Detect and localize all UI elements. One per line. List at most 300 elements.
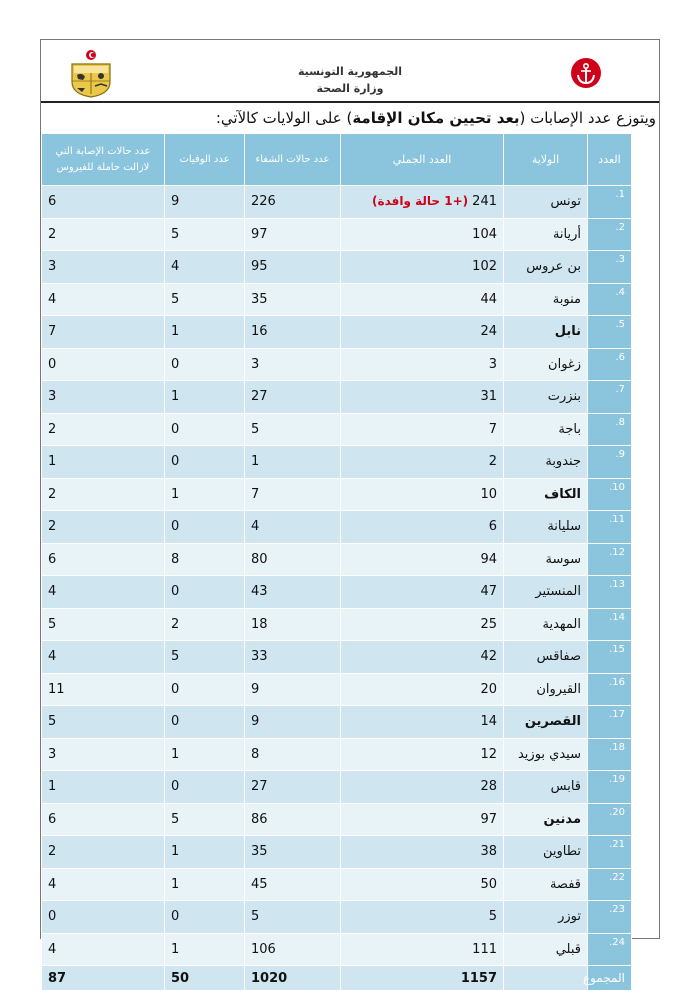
row-recovered	[245, 608, 341, 641]
table-row	[42, 771, 632, 804]
row-total-value: 42	[480, 649, 497, 665]
total-recovered: 1020	[245, 966, 341, 991]
row-active-value: 3	[48, 746, 57, 762]
row-active-value: 6	[48, 194, 57, 210]
row-recovered	[245, 771, 341, 804]
row-index-value: 23.	[609, 904, 625, 915]
row-index-value: 7.	[615, 384, 625, 395]
row-deaths-value: 5	[171, 291, 180, 307]
row-deaths	[165, 836, 245, 869]
col-header-deaths: عدد الوفيات	[165, 134, 245, 186]
row-governorate	[504, 381, 588, 414]
row-active	[42, 543, 165, 576]
row-recovered-value: 27	[251, 779, 268, 795]
row-total-value: 111	[472, 941, 497, 957]
row-active	[42, 446, 165, 479]
row-active-value: 2	[48, 226, 57, 242]
table-row	[42, 933, 632, 966]
row-recovered-value: 35	[251, 844, 268, 860]
row-active	[42, 413, 165, 446]
row-total-value: 47	[480, 584, 497, 600]
row-active	[42, 576, 165, 609]
row-total	[341, 218, 504, 251]
row-total	[341, 803, 504, 836]
row-governorate-value: القيروان	[536, 681, 581, 697]
row-deaths-value: 1	[171, 324, 180, 340]
table-row	[42, 511, 632, 544]
row-total	[341, 901, 504, 934]
row-governorate-value: بن عروس	[526, 259, 581, 275]
ministry-of-health-logo-icon	[570, 57, 602, 89]
row-active-value: 4	[48, 584, 57, 600]
row-total	[341, 478, 504, 511]
col-header-total: العدد الجملي	[341, 134, 504, 186]
row-index-value: 19.	[609, 774, 625, 785]
row-deaths	[165, 576, 245, 609]
row-deaths-value: 1	[171, 844, 180, 860]
row-recovered-value: 35	[251, 291, 268, 307]
row-active	[42, 771, 165, 804]
row-deaths	[165, 381, 245, 414]
row-index-value: 8.	[615, 416, 625, 428]
row-governorate-value: قبلي	[555, 941, 581, 957]
row-total	[341, 446, 504, 479]
row-governorate	[504, 771, 588, 804]
row-recovered	[245, 738, 341, 771]
row-total	[341, 706, 504, 739]
row-index-value: 9.	[615, 449, 625, 460]
table-row	[42, 706, 632, 739]
row-deaths-value: 0	[171, 779, 180, 795]
row-recovered	[245, 673, 341, 706]
row-recovered	[245, 511, 341, 544]
row-deaths-value: 1	[171, 746, 180, 762]
row-deaths	[165, 706, 245, 739]
row-governorate-value: المنستير	[535, 584, 581, 600]
row-deaths	[165, 478, 245, 511]
row-governorate	[504, 576, 588, 609]
row-governorate	[504, 478, 588, 511]
row-index	[588, 186, 632, 219]
row-deaths	[165, 901, 245, 934]
row-governorate-value: قفصة	[549, 876, 581, 892]
row-recovered-value: 27	[251, 389, 268, 405]
row-active-value: 2	[48, 519, 57, 535]
row-active-value: 3	[48, 389, 57, 405]
row-total-value: 3	[488, 356, 497, 372]
row-index-value: 14.	[609, 611, 625, 623]
row-governorate-value: القصرين	[524, 714, 581, 730]
table-header-row	[42, 134, 632, 186]
row-deaths-value: 0	[171, 454, 180, 470]
row-active-value: 0	[48, 909, 57, 925]
row-governorate-value: الكاف	[544, 486, 581, 502]
row-total	[341, 738, 504, 771]
row-index-value: 2.	[615, 221, 625, 233]
row-index	[588, 933, 632, 966]
row-deaths	[165, 803, 245, 836]
row-deaths	[165, 283, 245, 316]
row-recovered-value: 9	[251, 714, 260, 730]
intro-after: ) على الولايات كالآتي:	[215, 109, 353, 127]
row-index	[588, 543, 632, 576]
row-deaths-value: 1	[171, 941, 180, 957]
row-deaths-value: 0	[171, 909, 180, 925]
tunisia-coat-of-arms-icon	[68, 48, 114, 98]
row-recovered	[245, 478, 341, 511]
row-total-value: 28	[480, 779, 497, 795]
row-governorate	[504, 868, 588, 901]
row-active	[42, 641, 165, 674]
row-total-value: 5	[488, 909, 497, 925]
row-active	[42, 706, 165, 739]
row-governorate	[504, 316, 588, 349]
row-deaths	[165, 738, 245, 771]
row-governorate	[504, 283, 588, 316]
row-active-value: 4	[48, 876, 57, 892]
row-recovered-value: 5	[251, 421, 260, 437]
row-active-value: 0	[48, 356, 57, 372]
row-governorate-value: سيدي بوزيد	[517, 746, 581, 762]
row-governorate-value: سليانة	[547, 519, 581, 535]
row-recovered-value: 97	[251, 226, 268, 242]
row-recovered	[245, 251, 341, 284]
row-index	[588, 381, 632, 414]
row-recovered-value: 106	[251, 941, 276, 957]
row-recovered-value: 7	[251, 486, 260, 502]
row-active-value: 6	[48, 811, 57, 827]
row-index	[588, 283, 632, 316]
row-total-value: 44	[480, 291, 497, 307]
table-row	[42, 901, 632, 934]
table-row	[42, 673, 632, 706]
row-governorate-value: جندوبة	[545, 454, 581, 470]
row-recovered-value: 43	[251, 584, 268, 600]
row-governorate-value: المهدية	[542, 616, 581, 632]
row-total-value: 12	[480, 746, 497, 762]
row-total	[341, 186, 504, 219]
col-header-active-line2: لازالت حاملة للفيروس	[56, 161, 150, 173]
row-governorate	[504, 413, 588, 446]
row-total-value: 104	[472, 226, 497, 242]
row-deaths	[165, 673, 245, 706]
table-row	[42, 381, 632, 414]
intro-emphasis: بعد تحيين مكان الإقامة	[352, 109, 520, 127]
row-governorate	[504, 218, 588, 251]
row-active	[42, 803, 165, 836]
row-deaths	[165, 251, 245, 284]
row-deaths-value: 0	[171, 519, 180, 535]
row-index-value: 24.	[609, 936, 625, 948]
total-deaths: 50	[165, 966, 245, 991]
row-governorate-value: تونس	[550, 194, 581, 210]
row-index	[588, 901, 632, 934]
row-governorate-value: منوبة	[552, 291, 581, 307]
row-deaths	[165, 771, 245, 804]
row-active-value: 4	[48, 649, 57, 665]
row-total	[341, 836, 504, 869]
row-total	[341, 608, 504, 641]
row-recovered	[245, 641, 341, 674]
row-governorate	[504, 251, 588, 284]
row-active-value: 2	[48, 486, 57, 502]
row-index-value: 18.	[609, 741, 625, 753]
row-index-value: 15.	[609, 644, 625, 655]
intro-before: ويتوزع عدد الإصابات (	[519, 109, 656, 127]
row-index	[588, 803, 632, 836]
row-deaths-value: 0	[171, 356, 180, 372]
table-body	[42, 186, 632, 966]
row-recovered-value: 86	[251, 811, 268, 827]
header-divider	[41, 101, 659, 103]
row-deaths-value: 0	[171, 421, 180, 437]
row-recovered	[245, 868, 341, 901]
row-deaths-value: 4	[171, 259, 180, 275]
row-governorate-value: تطاوين	[542, 844, 581, 860]
row-recovered-value: 18	[251, 616, 268, 632]
row-recovered-value: 33	[251, 649, 268, 665]
row-deaths	[165, 218, 245, 251]
row-active-value: 11	[48, 681, 65, 697]
col-header-recovered: عدد حالات الشفاء	[245, 134, 341, 186]
row-index	[588, 738, 632, 771]
row-governorate-value: صفاقس	[536, 649, 581, 665]
table-row	[42, 316, 632, 349]
row-total-note: (+1 حالة وافدة)	[372, 194, 469, 209]
row-governorate	[504, 738, 588, 771]
row-governorate	[504, 186, 588, 219]
table-row	[42, 413, 632, 446]
row-governorate	[504, 706, 588, 739]
row-total	[341, 381, 504, 414]
row-recovered	[245, 901, 341, 934]
row-total	[341, 543, 504, 576]
total-active: 87	[42, 966, 165, 991]
row-index	[588, 348, 632, 381]
row-index-value: 1.	[615, 189, 625, 200]
table-row	[42, 608, 632, 641]
row-active-value: 1	[48, 454, 57, 470]
row-recovered-value: 1	[251, 454, 260, 470]
row-total	[341, 283, 504, 316]
row-index	[588, 836, 632, 869]
row-recovered-value: 5	[251, 909, 260, 925]
row-total-value: 38	[480, 844, 497, 860]
row-deaths	[165, 543, 245, 576]
row-active	[42, 251, 165, 284]
table-row	[42, 446, 632, 479]
row-recovered-value: 3	[251, 356, 260, 372]
row-active	[42, 348, 165, 381]
row-total-value: 97	[480, 811, 497, 827]
row-governorate-value: بنزرت	[547, 389, 581, 405]
row-recovered-value: 9	[251, 681, 260, 697]
row-active	[42, 933, 165, 966]
row-governorate-value: زغوان	[548, 356, 581, 372]
row-governorate-value: مدنين	[543, 811, 581, 827]
row-index-value: 21.	[609, 839, 625, 850]
row-recovered	[245, 576, 341, 609]
row-deaths-value: 5	[171, 811, 180, 827]
row-total	[341, 316, 504, 349]
row-recovered	[245, 543, 341, 576]
row-governorate-value: سوسة	[545, 551, 581, 567]
row-total-value: 2	[488, 454, 497, 470]
row-total-value: 6	[488, 519, 497, 535]
row-governorate	[504, 348, 588, 381]
row-active	[42, 836, 165, 869]
row-active-value: 6	[48, 551, 57, 567]
row-deaths-value: 0	[171, 584, 180, 600]
row-total-value: 10	[480, 486, 497, 502]
row-deaths	[165, 413, 245, 446]
row-recovered	[245, 283, 341, 316]
row-deaths-value: 1	[171, 486, 180, 502]
row-deaths-value: 0	[171, 714, 180, 730]
ministry-name: وزارة الصحة	[316, 82, 384, 95]
row-index-value: 12.	[609, 546, 625, 558]
row-deaths	[165, 316, 245, 349]
row-active	[42, 316, 165, 349]
row-active	[42, 868, 165, 901]
row-index-value: 17.	[609, 709, 625, 720]
row-total-value: 24	[480, 324, 497, 340]
row-governorate-value: قابس	[550, 779, 581, 795]
row-index	[588, 641, 632, 674]
row-recovered-value: 4	[251, 519, 260, 535]
row-governorate-value: باجة	[558, 421, 581, 437]
table-row	[42, 186, 632, 219]
row-deaths-value: 8	[171, 551, 180, 567]
row-recovered	[245, 803, 341, 836]
row-active-value: 5	[48, 616, 57, 632]
row-index-value: 10.	[609, 481, 625, 493]
row-total	[341, 933, 504, 966]
row-total-value: 94	[480, 551, 497, 567]
table-total-row	[42, 966, 632, 991]
row-index	[588, 608, 632, 641]
row-recovered	[245, 413, 341, 446]
row-index	[588, 478, 632, 511]
row-active	[42, 218, 165, 251]
row-deaths-value: 0	[171, 681, 180, 697]
row-active-value: 2	[48, 844, 57, 860]
republic-name: الجمهورية التونسية	[297, 65, 403, 78]
row-deaths-value: 5	[171, 649, 180, 665]
row-total-value: 50	[480, 876, 497, 892]
col-header-index: العدد	[588, 134, 632, 186]
total-label: المجموع	[588, 966, 632, 991]
row-total-value: 241	[472, 194, 497, 210]
row-active	[42, 511, 165, 544]
row-governorate-value: توزر	[558, 909, 581, 925]
table-row	[42, 251, 632, 284]
row-recovered	[245, 446, 341, 479]
row-active-value: 7	[48, 324, 57, 340]
row-governorate	[504, 511, 588, 544]
row-deaths	[165, 933, 245, 966]
ministry-title	[240, 63, 460, 97]
row-active	[42, 478, 165, 511]
row-index-value: 20.	[609, 806, 625, 818]
row-active-value: 5	[48, 714, 57, 730]
table-row	[42, 478, 632, 511]
row-index	[588, 706, 632, 739]
row-active	[42, 186, 165, 219]
row-index	[588, 511, 632, 544]
row-index-value: 5.	[615, 319, 625, 330]
row-governorate	[504, 901, 588, 934]
table-row	[42, 868, 632, 901]
row-active-value: 2	[48, 421, 57, 437]
row-total-value: 102	[472, 259, 497, 275]
total-cases: 1157	[341, 966, 504, 991]
row-recovered-value: 8	[251, 746, 260, 762]
row-deaths	[165, 608, 245, 641]
row-deaths-value: 2	[171, 616, 180, 632]
row-governorate	[504, 543, 588, 576]
row-index	[588, 771, 632, 804]
row-governorate	[504, 673, 588, 706]
table-row	[42, 576, 632, 609]
row-active	[42, 901, 165, 934]
row-deaths	[165, 186, 245, 219]
col-header-governorate: الولاية	[504, 134, 588, 186]
row-index-value: 11.	[609, 514, 625, 525]
row-recovered	[245, 381, 341, 414]
col-header-active-line1: عدد حالات الإصابة التي	[55, 145, 151, 157]
row-total	[341, 771, 504, 804]
row-total-value: 20	[480, 681, 497, 697]
row-total	[341, 868, 504, 901]
row-index	[588, 413, 632, 446]
intro-sentence	[44, 104, 656, 132]
row-index	[588, 868, 632, 901]
row-deaths	[165, 868, 245, 901]
row-recovered-value: 95	[251, 259, 268, 275]
row-governorate	[504, 803, 588, 836]
row-index	[588, 218, 632, 251]
row-deaths-value: 1	[171, 876, 180, 892]
row-deaths-value: 1	[171, 389, 180, 405]
table-row	[42, 836, 632, 869]
row-recovered	[245, 836, 341, 869]
row-total-value: 31	[480, 389, 497, 405]
row-recovered-value: 80	[251, 551, 268, 567]
row-total-value: 14	[480, 714, 497, 730]
cases-by-governorate-table	[41, 133, 632, 991]
document-header	[40, 39, 660, 101]
row-deaths	[165, 348, 245, 381]
row-index-value: 16.	[609, 676, 625, 688]
row-governorate	[504, 836, 588, 869]
row-total	[341, 511, 504, 544]
row-deaths	[165, 641, 245, 674]
row-recovered	[245, 218, 341, 251]
row-deaths	[165, 446, 245, 479]
row-index-value: 6.	[615, 351, 625, 363]
table-row	[42, 803, 632, 836]
row-deaths-value: 9	[171, 194, 180, 210]
row-total-value: 25	[480, 616, 497, 632]
row-active-value: 4	[48, 291, 57, 307]
total-gov-empty	[504, 966, 588, 991]
table-row	[42, 738, 632, 771]
row-index	[588, 316, 632, 349]
row-index	[588, 251, 632, 284]
table-row	[42, 218, 632, 251]
row-governorate-value: أريانة	[552, 226, 581, 242]
